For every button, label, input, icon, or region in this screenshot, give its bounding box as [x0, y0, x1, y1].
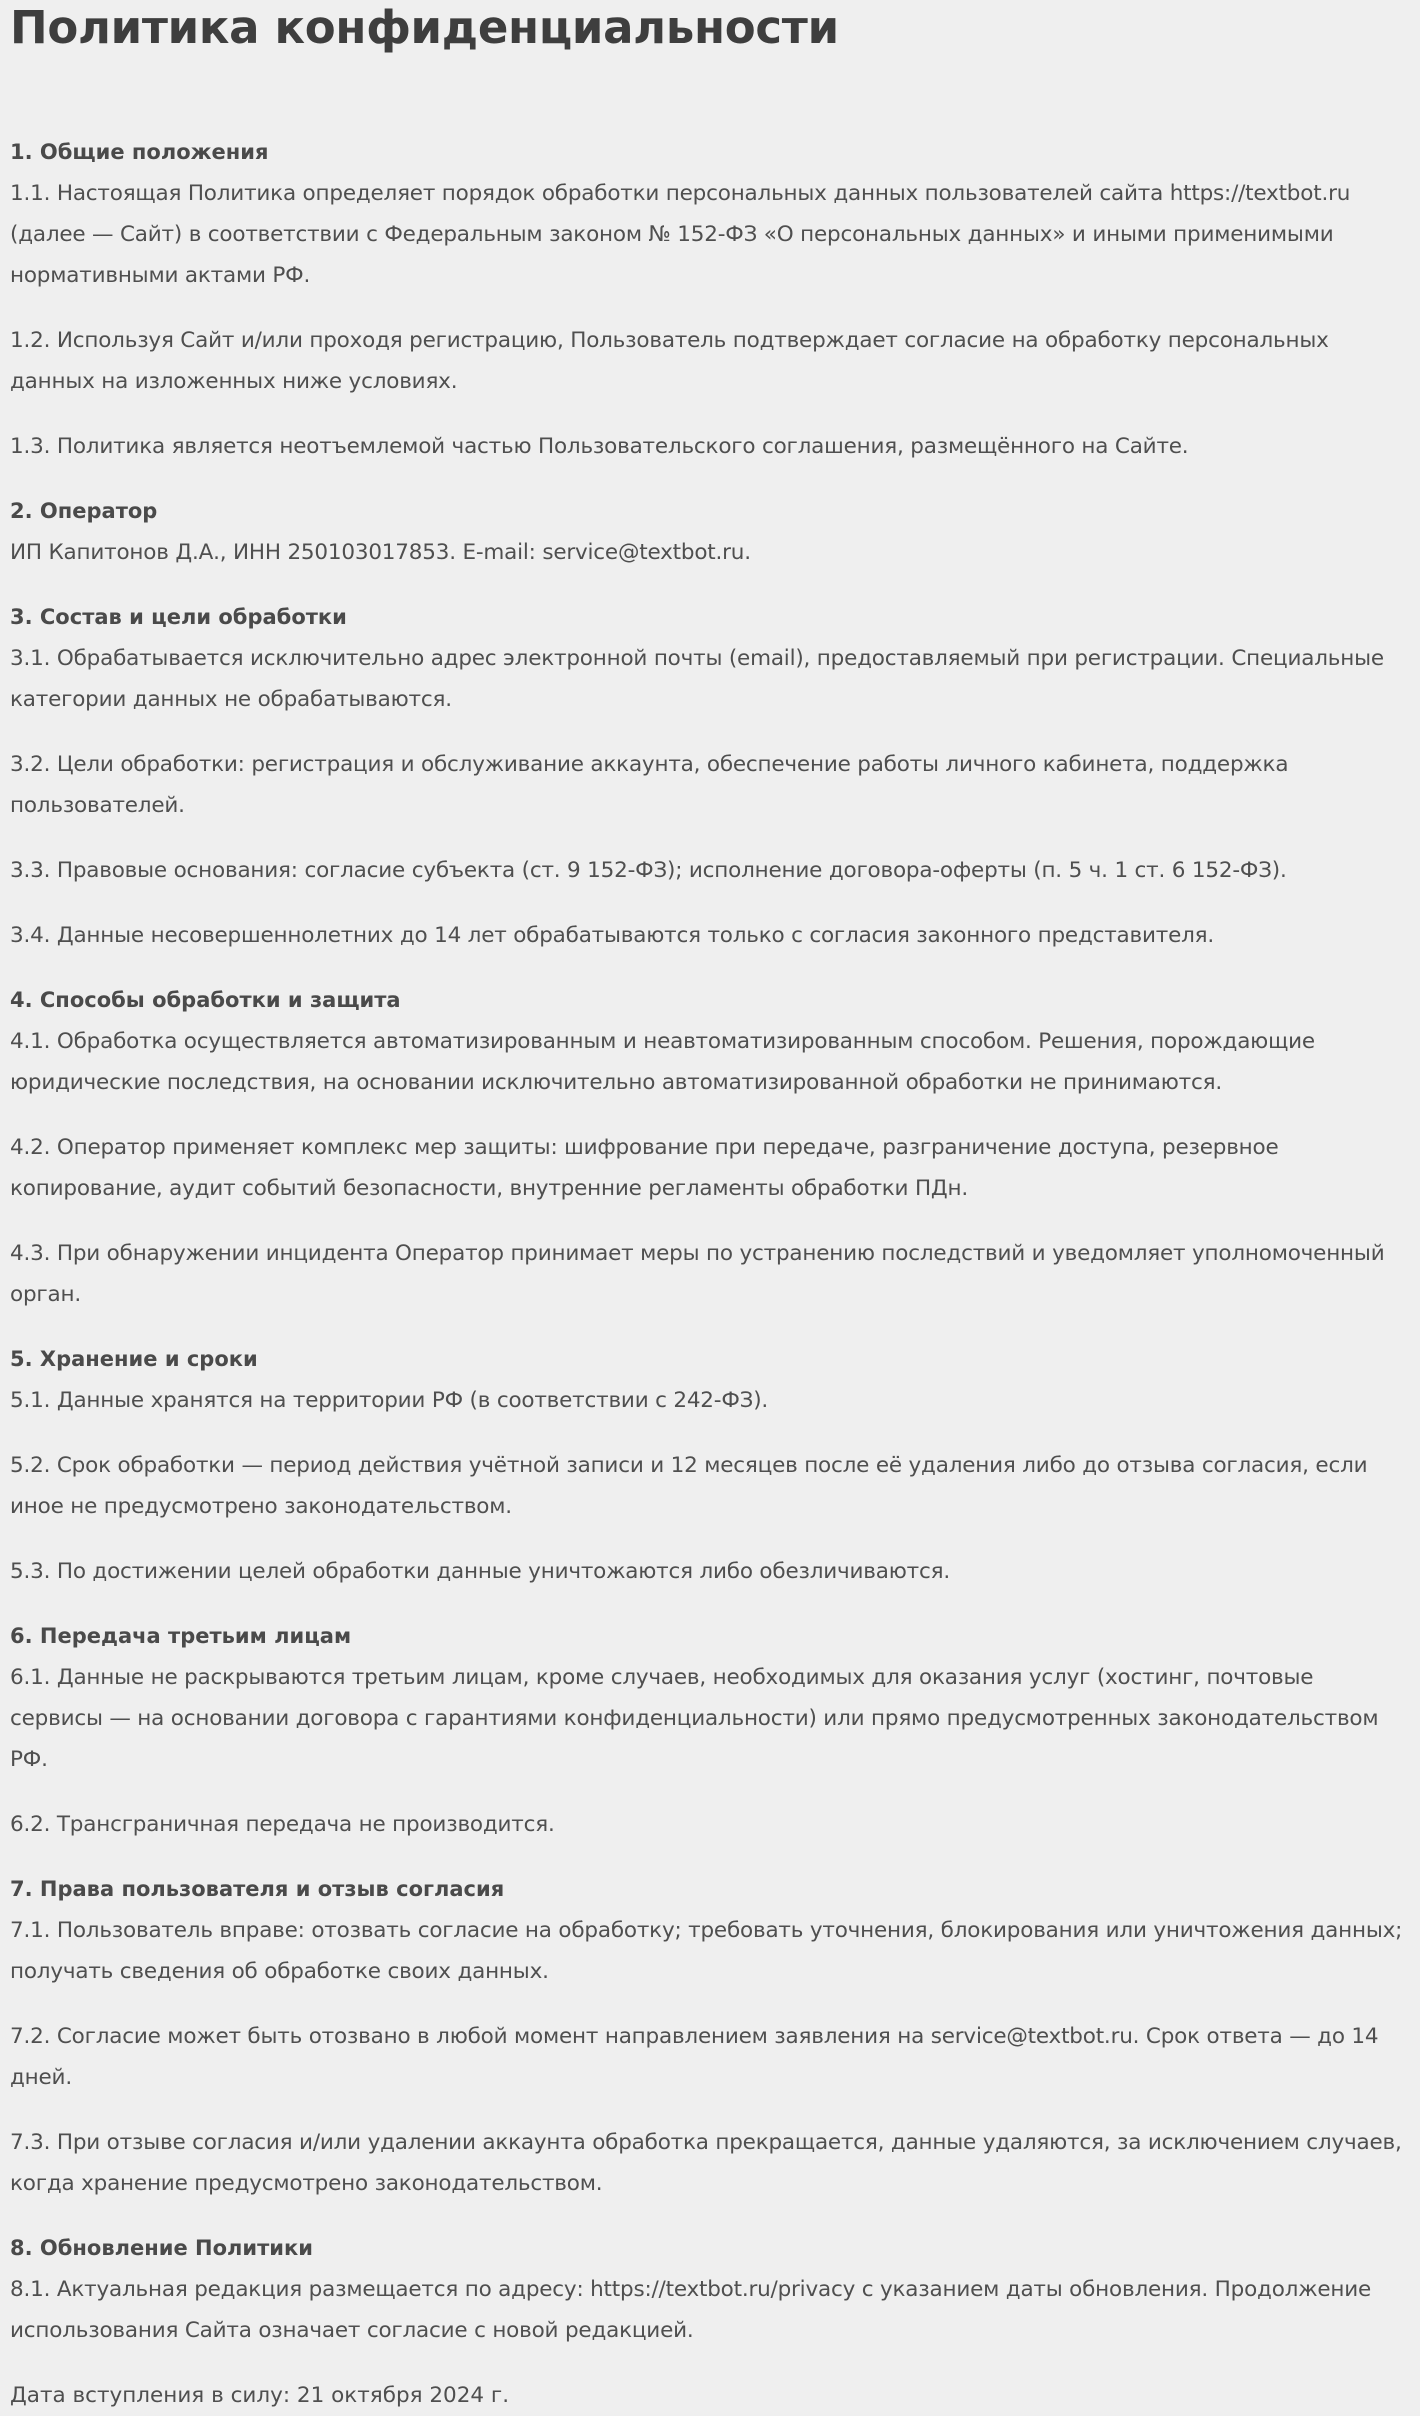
section-title: 5. Хранение и сроки — [10, 1347, 258, 1371]
paragraph: 5.2. Срок обработки — период действия учётной записи и 12 месяцев после её удаления либо до отзыва согласия, если иное не предусмотрено законодательством. — [10, 1453, 1368, 1519]
paragraph: 7.2. Согласие может быть отозвано в любой момент направлением заявления на service@textbot.ru. Срок ответа — до 14 дней. — [10, 2024, 1379, 2090]
section-processing-protection — [10, 980, 1410, 1315]
section-title: 2. Оператор — [10, 499, 158, 523]
paragraph: ИП Капитонов Д.А., ИНН 250103017853. E-mail: service@textbot.ru. — [10, 540, 751, 565]
paragraph: 3.3. Правовые основания: согласие субъекта (ст. 9 152-ФЗ); исполнение договора-оферты (п. 5 ч. 1 ст. 6 152-ФЗ). — [10, 858, 1287, 883]
paragraph: 3.2. Цели обработки: регистрация и обслуживание аккаунта, обеспечение работы личного кабинета, поддержка пользователей. — [10, 752, 1289, 818]
page-title: Политика конфиденциальности — [10, 1, 839, 54]
paragraph: 1.3. Политика является неотъемлемой частью Пользовательского соглашения, размещённого на Сайте. — [10, 434, 1189, 459]
section-general — [10, 132, 1410, 467]
section-user-rights — [10, 1869, 1410, 2204]
paragraph: 6.1. Данные не раскрываются третьим лицам, кроме случаев, необходимых для оказания услуг (хостинг, почтовые сервисы — на основании договора с гарантиями конфиденциальности) или прямо предусмотренных законодательством РФ. — [10, 1665, 1379, 1772]
paragraph: 3.1. Обрабатывается исключительно адрес электронной почты (email), предоставляемый при регистрации. Специальные категории данных не обрабатываются. — [10, 646, 1384, 712]
section-title: 7. Права пользователя и отзыв согласия — [10, 1877, 505, 1901]
effective-date: Дата вступления в силу: 21 октября 2024 г. — [10, 2383, 510, 2408]
paragraph: 3.4. Данные несовершеннолетних до 14 лет обрабатываются только с согласия законного представителя. — [10, 923, 1215, 948]
paragraph: 1.2. Используя Сайт и/или проходя регистрацию, Пользователь подтверждает согласие на обработку персональных данных на изложенных ниже условиях. — [10, 328, 1329, 394]
paragraph: 7.1. Пользователь вправе: отозвать согласие на обработку; требовать уточнения, блокирования или уничтожения данных; получать сведения об обработке своих данных. — [10, 1918, 1403, 1984]
paragraph: 4.1. Обработка осуществляется автоматизированным и неавтоматизированным способом. Решения, порождающие юридические последствия, на основании исключительно автоматизированной обработки не принимаются. — [10, 1029, 1315, 1095]
paragraph: 8.1. Актуальная редакция размещается по адресу: https://textbot.ru/privacy с указанием даты обновления. Продолжение использования Сайта означает согласие с новой редакцией. — [10, 2277, 1372, 2343]
paragraph: 6.2. Трансграничная передача не производится. — [10, 1812, 555, 1837]
section-third-parties — [10, 1616, 1410, 1845]
paragraph: 5.3. По достижении целей обработки данные уничтожаются либо обезличиваются. — [10, 1559, 950, 1584]
section-title: 6. Передача третьим лицам — [10, 1624, 352, 1648]
paragraph: 7.3. При отзыве согласия и/или удалении аккаунта обработка прекращается, данные удаляются, за исключением случаев, когда хранение предусмотрено законодательством. — [10, 2130, 1402, 2196]
section-policy-update — [10, 2228, 1410, 2351]
section-title: 3. Состав и цели обработки — [10, 605, 347, 629]
paragraph: 5.1. Данные хранятся на территории РФ (в соответствии с 242-ФЗ). — [10, 1388, 769, 1413]
section-title: 1. Общие положения — [10, 140, 269, 164]
paragraph: 1.1. Настоящая Политика определяет порядок обработки персональных данных пользователей сайта https://textbot.ru (далее — Сайт) в соответствии с Федеральным законом № 152-ФЗ «О персональных данных» и иными применимыми нормативными актами РФ. — [10, 181, 1351, 288]
paragraph: 4.3. При обнаружении инцидента Оператор принимает меры по устранению последствий и уведомляет уполномоченный орган. — [10, 1241, 1385, 1307]
section-title: 4. Способы обработки и защита — [10, 988, 401, 1012]
section-title: 8. Обновление Политики — [10, 2236, 313, 2260]
paragraph: 4.2. Оператор применяет комплекс мер защиты: шифрование при передаче, разграничение доступа, резервное копирование, аудит событий безопасности, внутренние регламенты обработки ПДн. — [10, 1135, 1279, 1201]
section-composition-purposes — [10, 597, 1410, 956]
section-operator — [10, 491, 1410, 573]
section-storage-terms — [10, 1339, 1410, 1592]
